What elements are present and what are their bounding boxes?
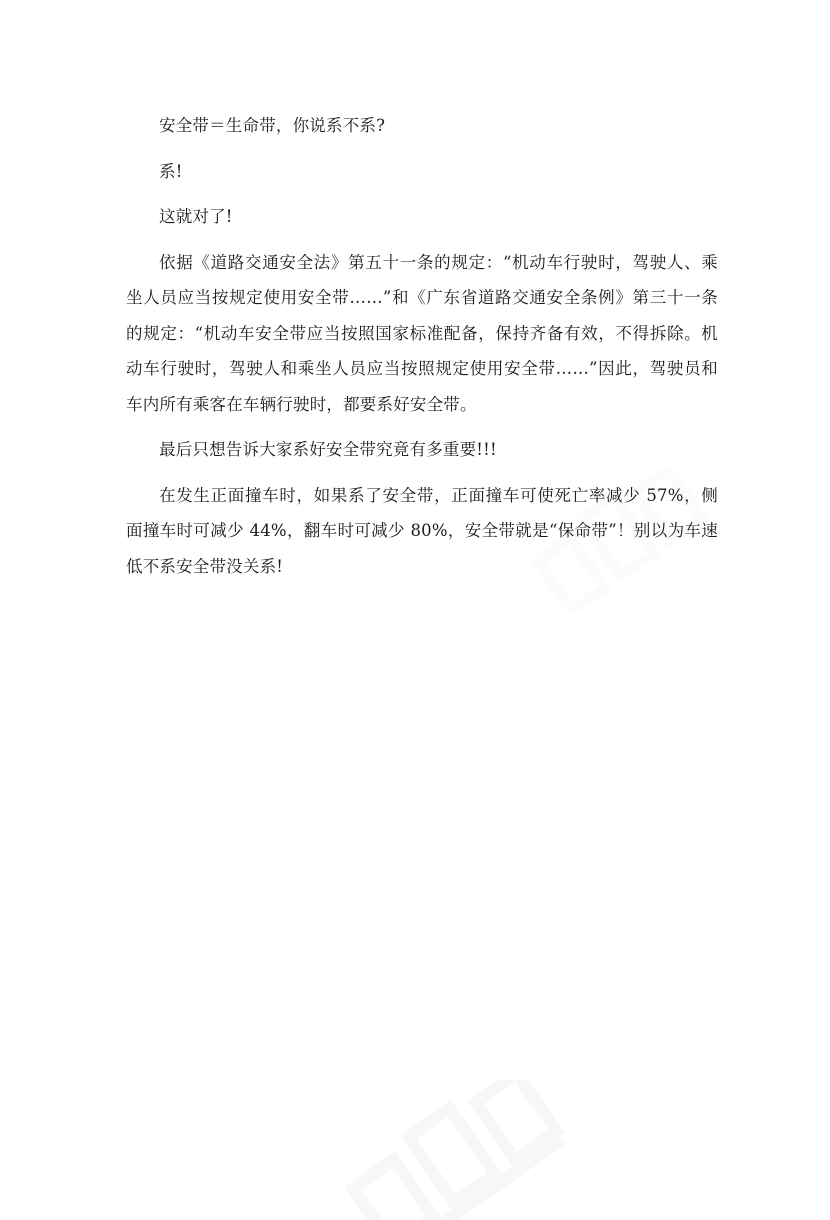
document-body <box>126 108 718 594</box>
paragraph-2: 系! <box>159 161 183 181</box>
paragraph-3: 这就对了! <box>159 207 233 226</box>
watermark-logo-icon <box>330 1080 590 1220</box>
paragraph-1: 安全带＝生命带，你说系不系? <box>159 116 386 135</box>
paragraph-5: 最后只想告诉大家系好安全带究竟有多重要!!! <box>159 440 497 459</box>
paragraph-6: 在发生正面撞车时，如果系了安全带，正面撞车可使死亡率减少 57%，侧面撞车时可减少 44%，翻车时可减少 80%，安全带就是“保命带”！别以为车速低不系安全带没关系! <box>126 485 718 576</box>
paragraph-4: 依据《道路交通安全法》第五十一条的规定：“机动车行驶时，驾驶人、乘坐人员应当按规定使用安全带……”和《广东省道路交通安全条例》第三十一条的规定：“机动车安全带应当按照国家标准配备，保持齐备有效，不得拆除。机动车行驶时，驾驶人和乘坐人员应当按照规定使用安全带……”因此，驾驶员和车内所有乘客在车辆行驶时，都要系好安全带。 <box>126 252 718 414</box>
